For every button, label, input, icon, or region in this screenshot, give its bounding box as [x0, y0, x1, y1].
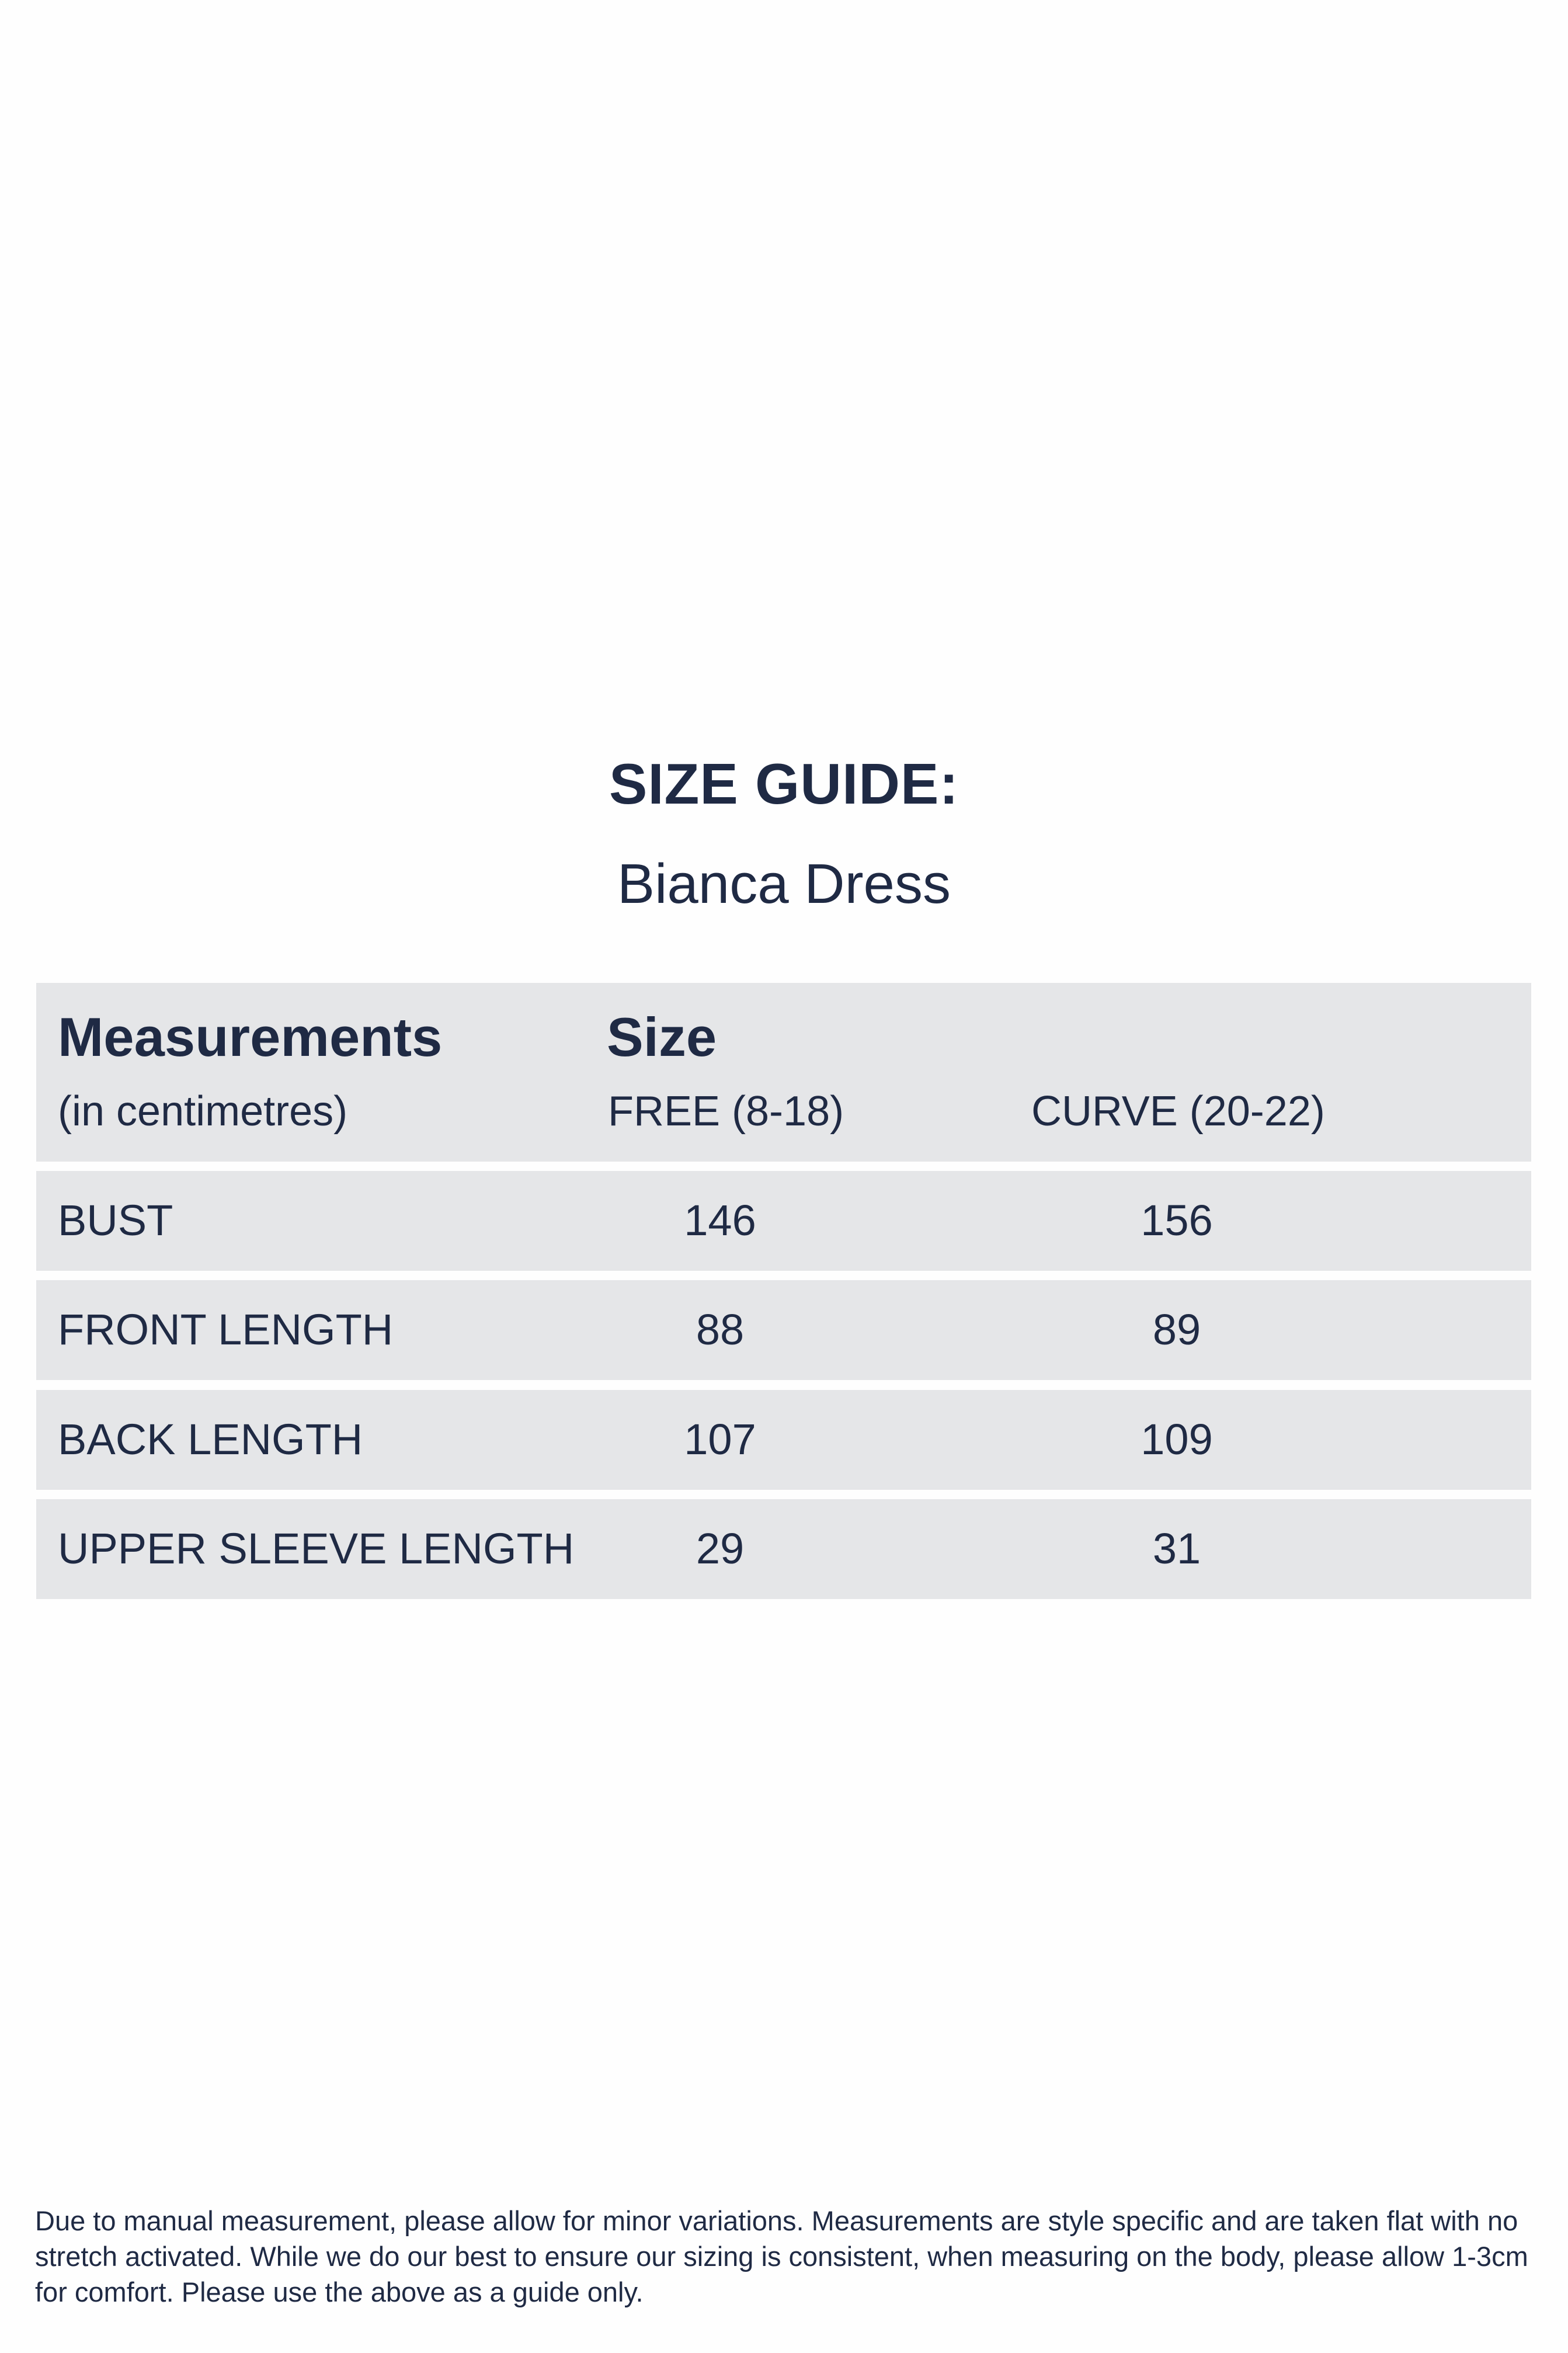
free-value: 88 [696, 1305, 745, 1354]
row-label: UPPER SLEEVE LENGTH [58, 1524, 575, 1573]
measurements-heading: Measurements [58, 1006, 443, 1068]
page-title: SIZE GUIDE: [609, 752, 959, 816]
product-name: Bianca Dress [617, 853, 951, 915]
curve-value: 31 [1152, 1524, 1201, 1573]
row-label: BUST [58, 1196, 173, 1245]
curve-value: 89 [1152, 1305, 1201, 1354]
table-header [36, 983, 1531, 1162]
size-column-curve: CURVE (20-22) [1031, 1088, 1325, 1135]
unit-label: (in centimetres) [58, 1088, 348, 1135]
free-value: 29 [696, 1524, 745, 1573]
size-heading: Size [607, 1006, 717, 1068]
free-value: 146 [684, 1196, 756, 1245]
curve-value: 109 [1141, 1415, 1213, 1464]
free-value: 107 [684, 1415, 756, 1464]
table-row [36, 1499, 1531, 1599]
row-label: BACK LENGTH [58, 1415, 363, 1464]
table-row [36, 1390, 1531, 1490]
row-label: FRONT LENGTH [58, 1305, 394, 1354]
size-column-free: FREE (8-18) [608, 1088, 844, 1135]
table-row [36, 1280, 1531, 1380]
measurement-disclaimer: Due to manual measurement, please allow for minor variations. Measurements are style specific and are taken flat with no stretch activated. While we do our best to ensure our sizing is consistent, when measuring on the body, please allow 1-3cm for comfort. Please use the above as a guide only. [35, 2205, 1528, 2307]
table-row [36, 1171, 1531, 1271]
curve-value: 156 [1141, 1196, 1213, 1245]
